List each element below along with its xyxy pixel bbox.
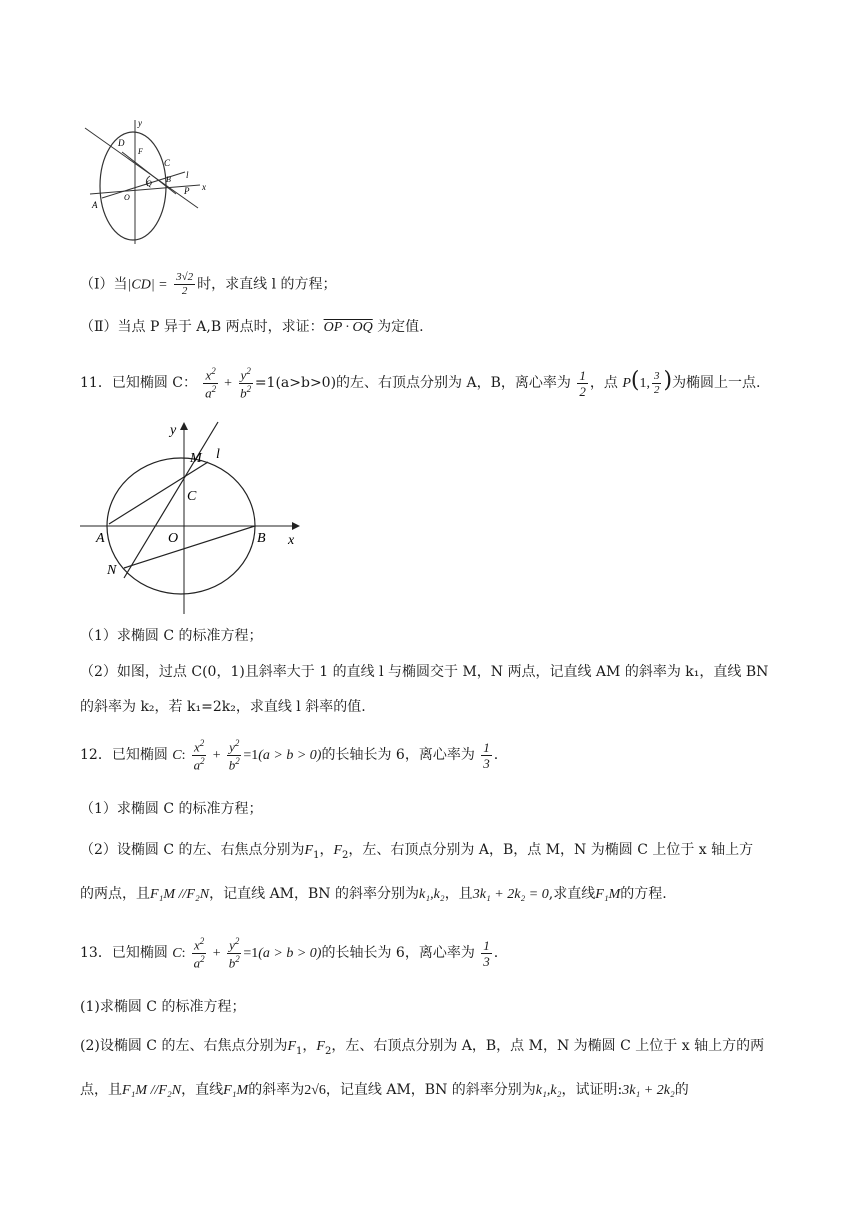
fig2-label-M: M <box>190 451 202 466</box>
fig1-label-l: l <box>186 170 189 180</box>
fig1-label-D: D <box>118 138 125 148</box>
fig2-label-x: x <box>288 533 295 548</box>
fig1-label-B: B <box>166 175 171 184</box>
q13-part1: (1)求椭圆 C 的标准方程； <box>80 999 246 1015</box>
fig1-label-C: C <box>164 158 171 168</box>
fig2-label-C: C <box>187 489 197 504</box>
fig1-label-F: F <box>138 147 143 156</box>
figure-2-ellipse-diagram <box>80 418 305 618</box>
q12-stem: 12．已知椭圆 C: $\frac{x^2}{a^2}$ + $\frac{y^2}{b^2}$ =1(a > b > 0)的长轴长为 6，离心率为 $\frac{1}{3}$ . <box>80 738 499 772</box>
q11-part2-line1: （2）如图，过点 C(0，1)且斜率大于 1 的直线 l 与椭圆交于 M，N 两点，记直线 AM 的斜率为 k₁，直线 BN <box>80 664 769 680</box>
fig2-label-B: B <box>257 531 266 546</box>
figure-1-ellipse-diagram <box>80 116 215 246</box>
fig2-label-A: A <box>96 531 105 546</box>
q13-stem: 13．已知椭圆 C: $\frac{x^2}{a^2}$ + $\frac{y^2}{b^2}$ =1(a > b > 0)的长轴长为 6，离心率为 $\frac{1}{3}$ . <box>80 936 499 970</box>
q10-part1: （Ⅰ）当|CD| = $\frac{3√2}{2}$ 时，求直线 l 的方程； <box>80 271 337 297</box>
fig1-label-O: O <box>124 193 130 202</box>
fig2-label-l: l <box>216 447 220 462</box>
fig1-label-P: P <box>184 186 190 196</box>
fig2-label-O: O <box>168 531 179 546</box>
q11-part1: （1）求椭圆 C 的标准方程； <box>80 628 263 644</box>
q12-part2-line1: （2）设椭圆 C 的左、右焦点分别为$F_1$，$F_2$，左、右顶点分别为 A，B，点 M，N 为椭圆 C 上位于 x 轴上方 <box>80 842 754 861</box>
q13-part2-line1: (2)设椭圆 C 的左、右焦点分别为$F_1$，$F_2$，左、右顶点分别为 A，B，点 M，N 为椭圆 C 上位于 x 轴上方的两 <box>80 1038 765 1057</box>
fig1-label-Q: Q <box>146 179 152 188</box>
q12-part2-line2: 的两点，且F₁M //F₂N，记直线 AM，BN 的斜率分别为k₁,k₂，且3k₁ + 2k₂ = 0,求直线F₁M的方程. <box>80 886 667 902</box>
vector-expression: OP · OQ <box>323 320 373 335</box>
q13-part2-line2: 点，且F₁M //F₂N，直线F₁M的斜率为2√6，记直线 AM，BN 的斜率分别为k₁,k₂，试证明:3k₁ + 2k₂的 <box>80 1082 689 1098</box>
fig1-label-y: y <box>138 118 142 128</box>
fig2-label-y: y <box>170 423 177 438</box>
fig2-label-N: N <box>107 563 117 578</box>
fig1-label-x: x <box>202 182 206 192</box>
q11-stem: 11．已知椭圆 C： $\frac{x^2}{a^2}$ + $\frac{y^2}{b^2}$ =1(a>b>0)的左、右顶点分别为 A，B，离心率为 $\frac{1}{2}$ ，点 P(1, $\frac{3}{2}$ )为椭圆上一点. <box>80 366 761 400</box>
q12-part1: （1）求椭圆 C 的标准方程； <box>80 801 263 817</box>
q11-part2-line2: 的斜率为 k₂，若 k₁=2k₂，求直线 l 斜率的值. <box>80 699 366 715</box>
fig1-label-A: A <box>92 200 98 210</box>
q10-part2: （Ⅱ）当点 P 异于 A,B 两点时，求证：OP · OQ 为定值. <box>80 319 424 335</box>
